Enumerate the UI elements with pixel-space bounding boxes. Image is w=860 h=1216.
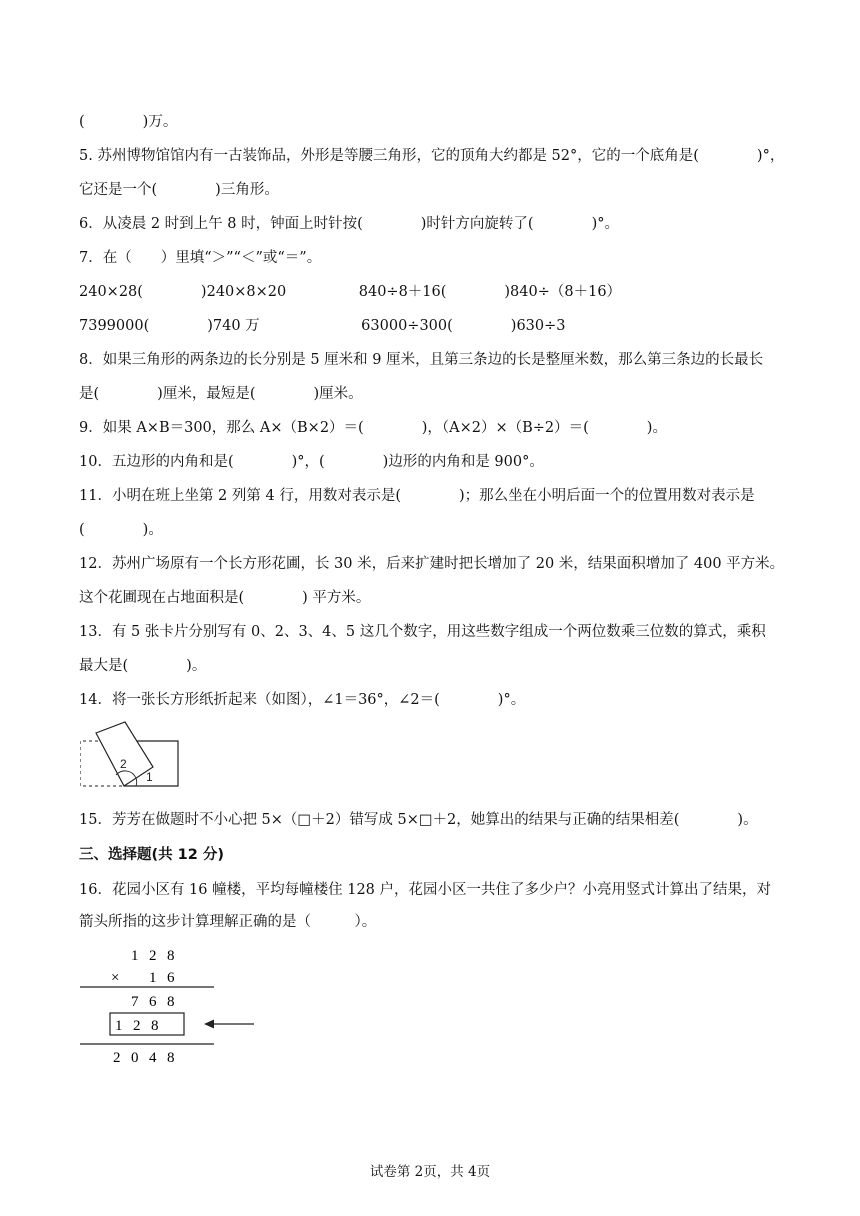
q7-row1: 240×28( )240×8×20 840÷8＋16( )840÷（8＋16）	[79, 284, 622, 300]
q8-line2: 是( )厘米，最短是( )厘米。	[79, 386, 363, 402]
digit: 2	[133, 1018, 141, 1034]
digit: 6	[167, 970, 175, 986]
q12-line2: 这个花圃现在占地面积是( ) 平方米。	[79, 590, 371, 606]
digit: 8	[151, 1018, 159, 1034]
digit: 2	[149, 948, 157, 964]
q15-line: 15．芳芳在做题时不小心把 5×（□＋2）错写成 5×□＋2，她算出的结果与正确的结果相差( )。	[79, 812, 758, 828]
angle-label-2: 2	[120, 757, 127, 771]
digit: 6	[149, 994, 157, 1010]
multiply-sign: ×	[111, 970, 120, 986]
section-heading-choice: 三、选择题(共 12 分)	[79, 847, 225, 863]
q16-line1: 16．花园小区有 16 幢楼，平均每幢楼住 128 户，花园小区一共住了多少户？小亮用竖式计算出了结果，对	[79, 882, 772, 898]
q5-line2: 它还是一个( )三角形。	[79, 182, 279, 198]
q10-line: 10．五边形的内角和是( )°，( )边形的内角和是 900°。	[79, 454, 544, 470]
digit: 1	[115, 1018, 123, 1034]
angle-label-1: 1	[146, 770, 153, 784]
q16-line2: 箭头所指的这步计算理解正确的是（ ）。	[79, 914, 377, 930]
digit: 1	[131, 948, 139, 964]
q11-line1: 11．小明在班上坐第 2 列第 4 行，用数对表示是( )；那么坐在小明后面一个的位置用数对表示是	[79, 488, 755, 504]
q7-row2: 7399000( )740 万 63000÷300( )630÷3	[79, 318, 566, 334]
q9-line: 9．如果 A×B＝300，那么 A×（B×2）＝( )，（A×2）×（B÷2）＝( )。	[79, 420, 667, 436]
angle-arc-1	[136, 778, 137, 786]
digit: 8	[167, 1050, 175, 1066]
digit: 8	[167, 994, 175, 1010]
arrow-head	[204, 1020, 214, 1029]
q7-line: 7．在（ ）里填“＞”“＜”或“＝”。	[79, 250, 322, 266]
page-footer: 试卷第 2页，共 4页	[369, 1164, 491, 1180]
q13-line2: 最大是( )。	[79, 658, 207, 674]
vertical-multiplication-figure	[78, 940, 268, 1070]
digit: 1	[149, 970, 157, 986]
digit: 7	[131, 994, 139, 1010]
folded-paper-figure	[80, 720, 185, 792]
digit: 0	[131, 1050, 139, 1066]
q4-continuation: ( )万。	[79, 114, 178, 130]
folded-flap	[96, 722, 153, 786]
q11-line2: ( )。	[79, 522, 163, 538]
q14-line: 14．将一张长方形纸折起来（如图），∠1＝36°，∠2＝( )°。	[79, 692, 526, 708]
q5-line1: 5. 苏州博物馆馆内有一古装饰品，外形是等腰三角形，它的顶角大约都是 52°，它的一个底角是( )°，	[79, 148, 785, 164]
q6-line: 6．从凌晨 2 时到上午 8 时，钟面上时针按( )时针方向旋转了( )°。	[79, 216, 619, 232]
q12-line1: 12．苏州广场原有一个长方形花圃，长 30 米，后来扩建时把长增加了 20 米，结果面积增加了 400 平方米。	[79, 556, 785, 572]
digit: 2	[113, 1050, 121, 1066]
digit: 4	[149, 1050, 157, 1066]
digit: 8	[167, 948, 175, 964]
q8-line1: 8．如果三角形的两条边的长分别是 5 厘米和 9 厘米，且第三条边的长是整厘米数，那么第三条边的长最长	[79, 352, 764, 368]
q13-line1: 13．有 5 张卡片分别写有 0、2、3、4、5 这几个数字，用这些数字组成一个两位数乘三位数的算式，乘积	[79, 624, 766, 640]
